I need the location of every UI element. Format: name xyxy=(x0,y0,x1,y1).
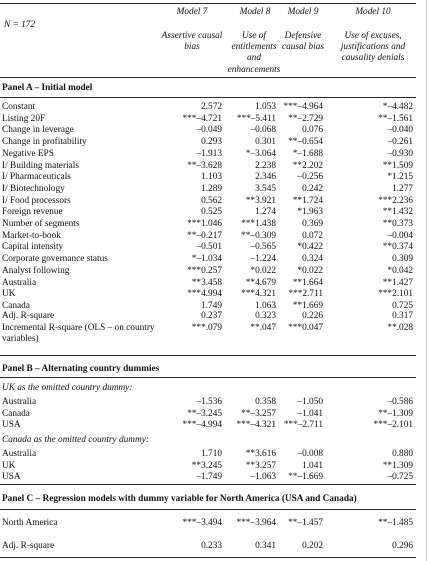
coefficient-cell-model-8: ***–5.411 xyxy=(236,113,276,124)
coefficient-cell-model-10: ***–2.101 xyxy=(373,420,413,431)
coefficient-cell-model-8: **3.616 xyxy=(245,449,276,459)
row-label: Number of segments xyxy=(2,219,80,229)
row-label: Change in leverage xyxy=(2,125,74,136)
coefficient-cell-model-9: **1.669 xyxy=(292,300,323,311)
coefficient-cell-model-9: ***–2.711 xyxy=(283,420,323,431)
row-label: Canada xyxy=(2,300,30,311)
coefficient-cell-model-9: 0.076 xyxy=(302,125,323,136)
coefficient-cell-model-9: 0.072 xyxy=(302,230,323,241)
coefficient-cell-model-7: –0.501 xyxy=(196,242,222,253)
coefficient-cell-model-10: –0.261 xyxy=(387,137,413,148)
coefficient-cell-model-8: ***1.438 xyxy=(241,219,276,229)
coefficient-cell-model-9: *0.422 xyxy=(297,242,323,253)
value-cell-model-7: 0.233 xyxy=(201,541,222,551)
coefficient-cell-model-10: 1.277 xyxy=(392,183,413,194)
coefficient-cell-model-9: *–1.688 xyxy=(292,148,323,159)
coefficient-cell-model-8: 0.301 xyxy=(255,137,276,148)
model-7-header: Model 7 xyxy=(176,7,208,17)
coefficient-cell-model-7: 0.562 xyxy=(201,195,222,206)
coefficient-cell-model-9: 0.324 xyxy=(302,254,323,265)
adj-r-square-label: Adj. R-square xyxy=(2,311,55,321)
incremental-r-square-label-cont: variables) xyxy=(2,334,39,344)
coefficient-cell-model-8: 1.274 xyxy=(255,207,276,218)
row-label: I/ Building materials xyxy=(2,160,79,171)
coefficient-cell-model-8: *0.022 xyxy=(250,265,276,276)
row-label: I/ Biotechnology xyxy=(2,183,65,194)
coefficient-cell-model-10: 0.880 xyxy=(392,449,413,459)
row-label: Australia xyxy=(2,449,37,459)
coefficient-cell-model-7: 0.293 xyxy=(201,137,222,148)
model-9-description: Defensive causal bias xyxy=(281,31,325,53)
value-cell-model-9: 0.202 xyxy=(302,541,323,551)
row-label: I/ Pharmaceuticals xyxy=(2,172,71,183)
coefficient-cell-model-7: –1.536 xyxy=(196,397,222,407)
coefficient-cell-model-10: –0.930 xyxy=(387,148,413,159)
coefficient-cell-model-7: **–3.628 xyxy=(187,160,222,171)
coefficient-cell-model-8: **–3.257 xyxy=(241,408,276,419)
coefficient-cell-model-8: *–3.064 xyxy=(245,148,276,159)
coefficient-cell-model-10: –0.586 xyxy=(387,397,413,407)
row-label: Change in profitability xyxy=(2,137,87,148)
coefficient-cell-model-7: ***–3.494 xyxy=(182,518,222,528)
coefficient-cell-model-9: –0.256 xyxy=(297,172,323,183)
coefficient-cell-model-9: **–0.654 xyxy=(288,137,323,148)
coefficient-cell-model-8: 0.358 xyxy=(255,397,276,407)
coefficient-cell-model-7: ***–4.721 xyxy=(182,113,222,124)
coefficient-cell-model-9: –1.050 xyxy=(297,397,323,407)
panel-b-bottom-rule xyxy=(0,484,416,485)
page-edge-rule xyxy=(426,0,427,561)
coefficient-cell-model-7: –1.913 xyxy=(196,148,222,159)
coefficient-cell-model-9: *1.963 xyxy=(297,207,323,218)
coefficient-cell-model-10: –0.004 xyxy=(387,230,413,241)
row-label: Australia xyxy=(2,277,37,288)
row-label: USA xyxy=(2,472,21,483)
coefficient-cell-model-8: 2.346 xyxy=(255,172,276,183)
coefficient-cell-model-9: 1.041 xyxy=(302,460,323,471)
coefficient-cell-model-8: –1.063 xyxy=(250,472,276,483)
row-label: Analyst following xyxy=(2,265,70,276)
coefficient-cell-model-7: ***–4.994 xyxy=(182,420,222,431)
model-7-description: Assertive causal bias xyxy=(161,31,223,53)
model-9-header: Model 9 xyxy=(287,7,319,17)
table-top-rule xyxy=(0,3,416,4)
row-label: Canada xyxy=(2,408,30,419)
value-cell-model-8: 0.323 xyxy=(255,311,276,321)
coefficient-cell-model-10: **1.509 xyxy=(382,160,413,171)
header-bottom-rule xyxy=(0,77,416,78)
row-label: Market-to-book xyxy=(2,230,61,241)
coefficient-cell-model-8: ***–4.321 xyxy=(236,420,276,431)
panel-a-title: Panel A – Initial model xyxy=(2,83,93,93)
value-cell-model-7: 0.237 xyxy=(201,311,222,321)
coefficient-cell-model-10: –0.725 xyxy=(387,472,413,483)
coefficient-cell-model-8: **–0.309 xyxy=(241,230,276,241)
coefficient-cell-model-9: **1.724 xyxy=(292,195,323,206)
coefficient-cell-model-10: **1.309 xyxy=(382,460,413,471)
coefficient-cell-model-10: *0.042 xyxy=(387,265,413,276)
coefficient-cell-model-10: *–4.482 xyxy=(382,102,413,112)
coefficient-cell-model-7: 1.749 xyxy=(201,300,222,311)
row-label: I/ Food processors xyxy=(2,195,71,206)
model-8-header: Model 8 xyxy=(239,7,271,17)
panel-b-title-rule xyxy=(0,377,416,378)
coefficient-cell-model-8: **4.679 xyxy=(245,277,276,288)
row-label: Australia xyxy=(2,397,37,407)
row-label: Negative EPS xyxy=(2,148,54,159)
value-cell-model-10: 0.296 xyxy=(392,541,413,551)
coefficient-cell-model-10: **0.374 xyxy=(382,242,413,253)
coefficient-cell-model-7: *–1.034 xyxy=(191,254,222,265)
coefficient-cell-model-8: **3.921 xyxy=(245,195,276,206)
coefficient-cell-model-7: 2.572 xyxy=(201,102,222,112)
coefficient-cell-model-7: 1.103 xyxy=(201,172,222,183)
coefficient-cell-model-9: **1.664 xyxy=(292,277,323,288)
row-label: UK xyxy=(2,289,16,300)
coefficient-cell-model-7: ***0.257 xyxy=(187,265,222,276)
coefficient-cell-model-8: 3.545 xyxy=(255,183,276,194)
coefficient-cell-model-9: –0.008 xyxy=(297,449,323,459)
row-label: Foreign revenue xyxy=(2,207,63,218)
coefficient-cell-model-8: 1.053 xyxy=(255,102,276,112)
coefficient-cell-model-7: 1.710 xyxy=(201,449,222,459)
coefficient-cell-model-10: **–1.561 xyxy=(378,113,413,124)
value-cell-model-8: **.047 xyxy=(250,323,276,333)
coefficient-cell-model-9: 0.242 xyxy=(302,183,323,194)
coefficient-cell-model-9: **–1.457 xyxy=(288,518,323,528)
coefficient-cell-model-8: 2.238 xyxy=(255,160,276,171)
coefficient-cell-model-7: –0.049 xyxy=(196,125,222,136)
model-8-description: Use of entitlements and enhancements xyxy=(227,31,281,75)
coefficient-cell-model-8: –0.068 xyxy=(250,125,276,136)
row-label: Listing 20F xyxy=(2,113,46,124)
coefficient-cell-model-9: *0.022 xyxy=(297,265,323,276)
model-10-description: Use of excuses, justifications and causality denials xyxy=(340,31,406,64)
panel-a-bottom-rule xyxy=(0,355,416,356)
coefficient-cell-model-8: –0.565 xyxy=(250,242,276,253)
model-10-header: Model 10 xyxy=(355,7,391,17)
coefficient-cell-model-7: ***4.994 xyxy=(187,289,222,300)
coefficient-cell-model-10: ***2.236 xyxy=(378,195,413,206)
coefficient-cell-model-8: –1.224 xyxy=(250,254,276,265)
panel-a-title-rule xyxy=(0,97,416,98)
panel-c-adj-r-square-label: Adj. R-square xyxy=(2,541,55,551)
value-cell-model-7: ***.079 xyxy=(191,323,222,333)
coefficient-cell-model-7: 0.525 xyxy=(201,207,222,218)
coefficient-cell-model-8: ***–3.964 xyxy=(236,518,276,528)
panel-b-title: Panel B – Alternating country dummies xyxy=(2,364,160,374)
coefficient-cell-model-8: 1.063 xyxy=(255,300,276,311)
row-label: Corporate governance status xyxy=(2,254,108,265)
coefficient-cell-model-9: **2.202 xyxy=(292,160,323,171)
coefficient-cell-model-10: 0.309 xyxy=(392,254,413,265)
coefficient-cell-model-9: ***2.711 xyxy=(288,289,323,300)
coefficient-cell-model-8: ***4.321 xyxy=(241,289,276,300)
sample-size-label: N = 172 xyxy=(4,20,36,30)
value-cell-model-9: ***0.047 xyxy=(288,323,323,333)
coefficient-cell-model-9: **–2.729 xyxy=(288,113,323,124)
coefficient-cell-model-10: **1.432 xyxy=(382,207,413,218)
coefficient-cell-model-10: **0.373 xyxy=(382,219,413,229)
value-cell-model-10: **.028 xyxy=(387,323,413,333)
coefficient-cell-model-10: **1.427 xyxy=(382,277,413,288)
panel-b-subheading-uk: UK as the omitted country dummy: xyxy=(2,383,133,393)
coefficient-cell-model-9: –1.041 xyxy=(297,408,323,419)
panel-c-title: Panel C – Regression models with dummy variable for North America (USA and Canada) xyxy=(2,494,357,504)
coefficient-cell-model-7: 1.289 xyxy=(201,183,222,194)
row-label: Capital intensity xyxy=(2,242,64,253)
row-label: UK xyxy=(2,460,16,471)
table-bottom-rule xyxy=(0,557,416,558)
coefficient-cell-model-10: *1.215 xyxy=(387,172,413,183)
coefficient-cell-model-7: **3.458 xyxy=(191,277,222,288)
coefficient-cell-model-10: **–1.309 xyxy=(378,408,413,419)
coefficient-cell-model-8: **3.257 xyxy=(245,460,276,471)
coefficient-cell-model-9: 0.369 xyxy=(302,219,323,229)
value-cell-model-8: 0.341 xyxy=(255,541,276,551)
panel-b-subheading-canada: Canada as the omitted country dummy: xyxy=(2,435,149,445)
coefficient-cell-model-10: 0.725 xyxy=(392,300,413,311)
row-label: Constant xyxy=(2,102,36,112)
coefficient-cell-model-7: **–0.217 xyxy=(187,230,222,241)
panel-c-title-rule xyxy=(0,509,416,510)
coefficient-cell-model-10: ***2.101 xyxy=(378,289,413,300)
row-label: USA xyxy=(2,420,21,431)
coefficient-cell-model-7: ***1.046 xyxy=(187,219,222,229)
incremental-r-square-label: Incremental R-square (OLS – on country xyxy=(2,323,155,333)
coefficient-cell-model-10: **–1.485 xyxy=(378,518,413,528)
coefficient-cell-model-7: –1.749 xyxy=(196,472,222,483)
coefficient-cell-model-9: ***–4.964 xyxy=(283,102,323,112)
coefficient-cell-model-9: **–1.669 xyxy=(288,472,323,483)
value-cell-model-9: 0.226 xyxy=(302,311,323,321)
coefficient-cell-model-10: –0.040 xyxy=(387,125,413,136)
coefficient-cell-model-7: **–3.245 xyxy=(187,408,222,419)
row-label: North America xyxy=(2,518,58,528)
coefficient-cell-model-7: **3.245 xyxy=(191,460,222,471)
value-cell-model-10: 0.317 xyxy=(392,311,413,321)
